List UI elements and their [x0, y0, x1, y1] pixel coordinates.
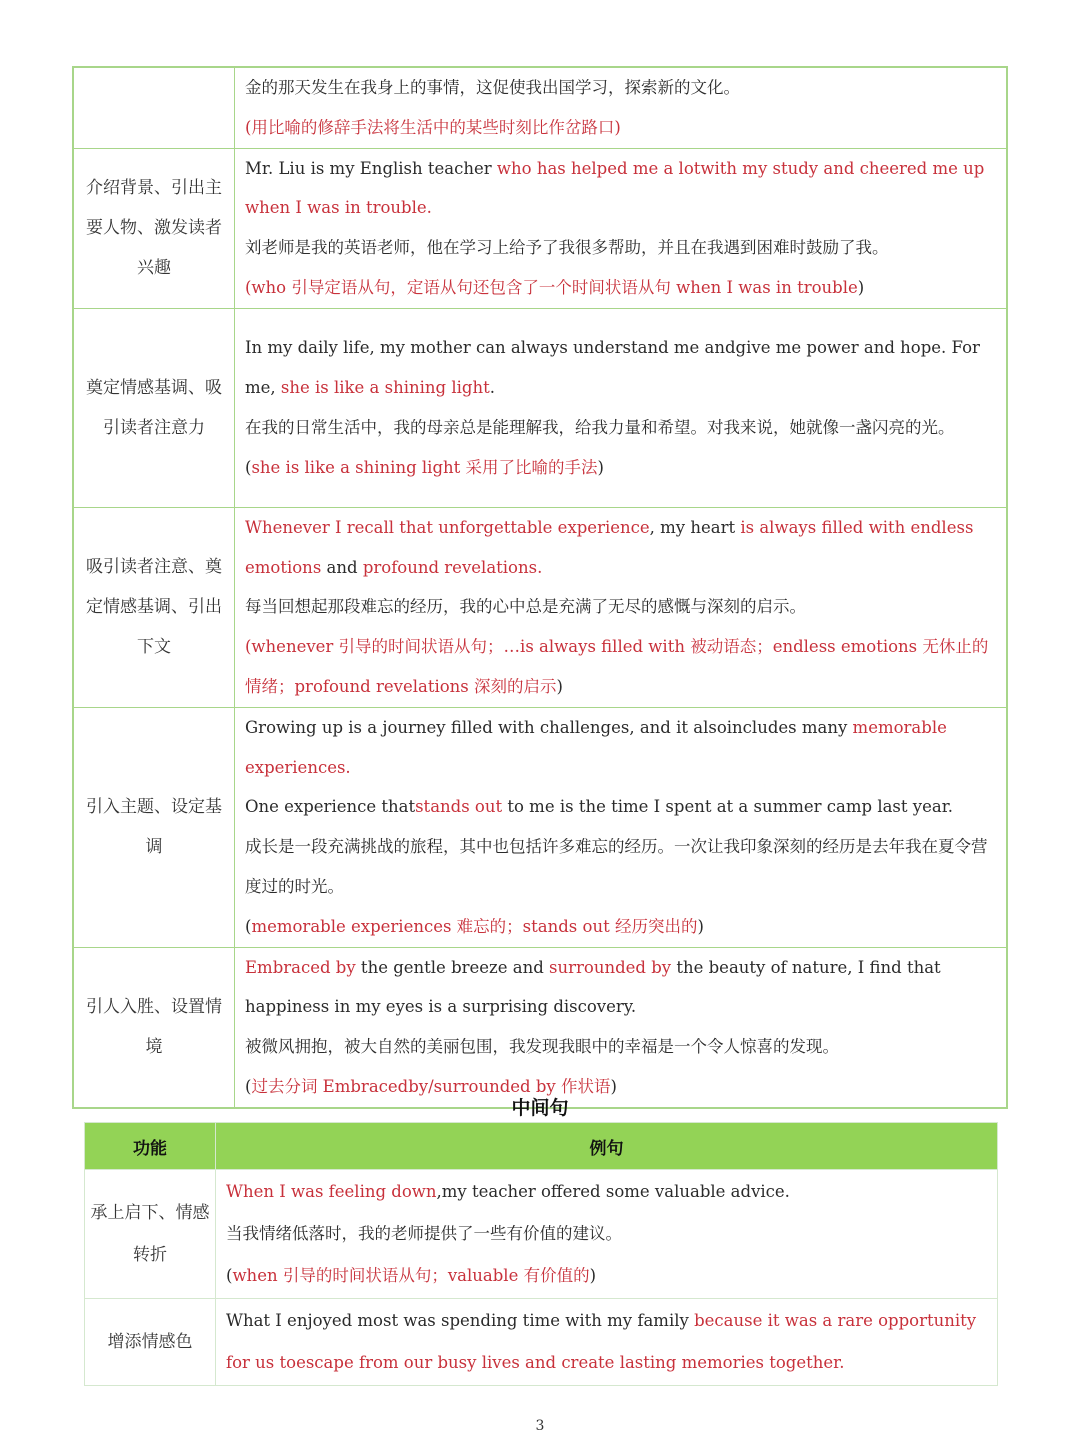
text-run: In my daily life, my mother can always understand me andgive me power and hope. For me,: [245, 338, 980, 397]
highlight-run: Embraced by: [245, 957, 356, 977]
highlight-run: 过去分词 Embracedby/surrounded by 作状语: [251, 1076, 611, 1096]
table-row: [73, 67, 1007, 148]
text-run: and: [321, 557, 363, 577]
function-cell: 承上启下、情感转折: [85, 1170, 216, 1299]
section-title: 中间句: [511, 1097, 569, 1119]
highlight-run: she is like a shining light 采用了比喻的手法: [251, 457, 598, 477]
highlight-run: stands out: [415, 797, 503, 817]
example-cell: [235, 707, 1008, 947]
text-run: 成长是一段充满挑战的旅程，其中也包括许多难忘的经历。一次让我印象深刻的经历是去年我在夏令营度过的时光。: [245, 837, 988, 896]
table-row: [73, 707, 1007, 947]
text-run: the gentle breeze and: [355, 957, 550, 977]
text-run: One experience that: [245, 797, 416, 817]
text-run: What I enjoyed most was spending time with my family: [226, 1311, 695, 1330]
example-note: [245, 448, 998, 488]
text-run: ): [610, 1076, 617, 1096]
highlight-run: profound revelations.: [362, 557, 543, 577]
example-translation: [245, 1027, 998, 1067]
example-line: [245, 328, 998, 408]
highlight-run: when 引导的时间状语从句；valuable 有价值的: [232, 1266, 590, 1285]
header-function: 功能: [85, 1123, 216, 1170]
example-line: [245, 508, 998, 588]
highlight-run: (whenever 引导的时间状语从句；…is always filled with 被动语态；endless emotions 无休止的情绪；profound revelations 深刻的启示: [245, 637, 989, 696]
example-line: [245, 68, 998, 108]
example-cell: [235, 148, 1008, 308]
function-cell: 引人入胜、设置情境: [73, 947, 235, 1108]
highlight-run: memorable experiences.: [245, 717, 947, 777]
page-number: 3: [535, 1418, 545, 1434]
example-line: [226, 1300, 989, 1384]
highlight-run: she is like a shining light: [280, 377, 490, 397]
function-cell: 奠定情感基调、吸引读者注意力: [73, 308, 235, 507]
example-cell: [216, 1299, 998, 1386]
text-run: ): [597, 457, 604, 477]
example-cell: [235, 67, 1008, 148]
example-cell: [235, 308, 1008, 507]
text-run: 每当回想起那段难忘的经历，我的心中总是充满了无尽的感慨与深刻的启示。: [245, 597, 806, 617]
example-translation: [245, 827, 998, 907]
example-line: [245, 787, 998, 827]
highlight-run: Whenever I recall that unforgettable experience: [245, 517, 650, 537]
text-run: Growing up is a journey filled with challenges, and it alsoincludes many: [245, 717, 853, 737]
function-cell: 吸引读者注意、奠定情感基调、引出下文: [73, 507, 235, 707]
example-translation: [245, 587, 998, 627]
text-run: 金的那天发生在我身上的事情，这促使我出国学习，探索新的文化。: [245, 78, 740, 97]
middle-sentences-table: [84, 1122, 998, 1386]
example-cell: [235, 507, 1008, 707]
example-line: [245, 708, 998, 788]
highlight-run: When I was feeling down: [226, 1182, 437, 1201]
text-run: Mr. Liu is my English teacher: [245, 158, 497, 178]
table-row: [73, 507, 1007, 707]
table-row: [73, 148, 1007, 308]
text-run: to me is the time I spent at a summer camp last year.: [502, 797, 954, 817]
highlight-run: who has helped me a lotwith my study and cheered me up when I was in trouble.: [245, 158, 985, 218]
text-run: 被微风拥抱，被大自然的美丽包围，我发现我眼中的幸福是一个令人惊喜的发现。: [245, 1037, 839, 1057]
table-row: [73, 308, 1007, 507]
highlight-run: (who 引导定语从句，定语从句还包含了一个时间状语从句 when I was in trouble: [245, 277, 858, 297]
table-header-row: [85, 1123, 998, 1170]
opening-sentences-table: [72, 66, 1008, 1109]
text-run: (: [226, 1266, 233, 1285]
function-cell: 介绍背景、引出主要人物、激发读者兴趣: [73, 148, 235, 308]
example-note: [245, 907, 998, 947]
text-run: ): [556, 676, 563, 696]
text-run: ): [697, 916, 704, 936]
text-run: 刘老师是我的英语老师，他在学习上给予了我很多帮助，并且在我遇到困难时鼓励了我。: [245, 238, 889, 258]
text-run: 在我的日常生活中，我的母亲总是能理解我，给我力量和希望。对我来说，她就像一盏闪亮的光。: [245, 417, 955, 437]
highlight-run: (用比喻的修辞手法将生活中的某些时刻比作岔路口): [245, 117, 621, 137]
example-cell: [235, 947, 1008, 1108]
function-cell: [73, 67, 235, 148]
text-run: ): [857, 277, 865, 297]
text-run: ,my teacher offered some valuable advice.: [436, 1182, 790, 1201]
table-row: [85, 1299, 998, 1386]
function-cell: 增添情感色: [85, 1299, 216, 1386]
example-note: [245, 108, 998, 148]
function-cell: 引入主题、设定基调: [73, 707, 235, 947]
example-cell: [216, 1170, 998, 1299]
highlight-run: is always filled with endless emotions: [245, 517, 974, 577]
example-line: [226, 1171, 989, 1213]
text-run: (: [245, 1076, 252, 1096]
example-translation: [226, 1213, 989, 1255]
highlight-run: because it was a rare opportunity for us toescape from our busy lives and create lasting memories together.: [226, 1311, 977, 1372]
text-run: ): [589, 1266, 597, 1285]
example-translation: [245, 228, 998, 268]
table-row: [85, 1170, 998, 1299]
text-run: , my heart: [649, 517, 741, 537]
header-example: 例句: [216, 1123, 998, 1170]
example-note: [245, 268, 998, 308]
text-run: (: [245, 457, 252, 477]
example-line: [245, 149, 998, 229]
text-run: the beauty of nature, I find that happiness in my eyes is a surprising discovery.: [245, 957, 941, 1017]
text-run: (: [245, 916, 252, 936]
text-run: 当我情绪低落时，我的老师提供了一些有价值的建议。: [226, 1224, 622, 1243]
highlight-run: memorable experiences 难忘的；stands out 经历突出的: [251, 916, 698, 936]
table-row: [73, 947, 1007, 1108]
example-note: [245, 627, 998, 707]
example-translation: [245, 408, 998, 448]
highlight-run: surrounded by: [549, 957, 672, 977]
example-note: [226, 1255, 989, 1297]
text-run: .: [489, 377, 495, 397]
example-line: [245, 948, 998, 1028]
